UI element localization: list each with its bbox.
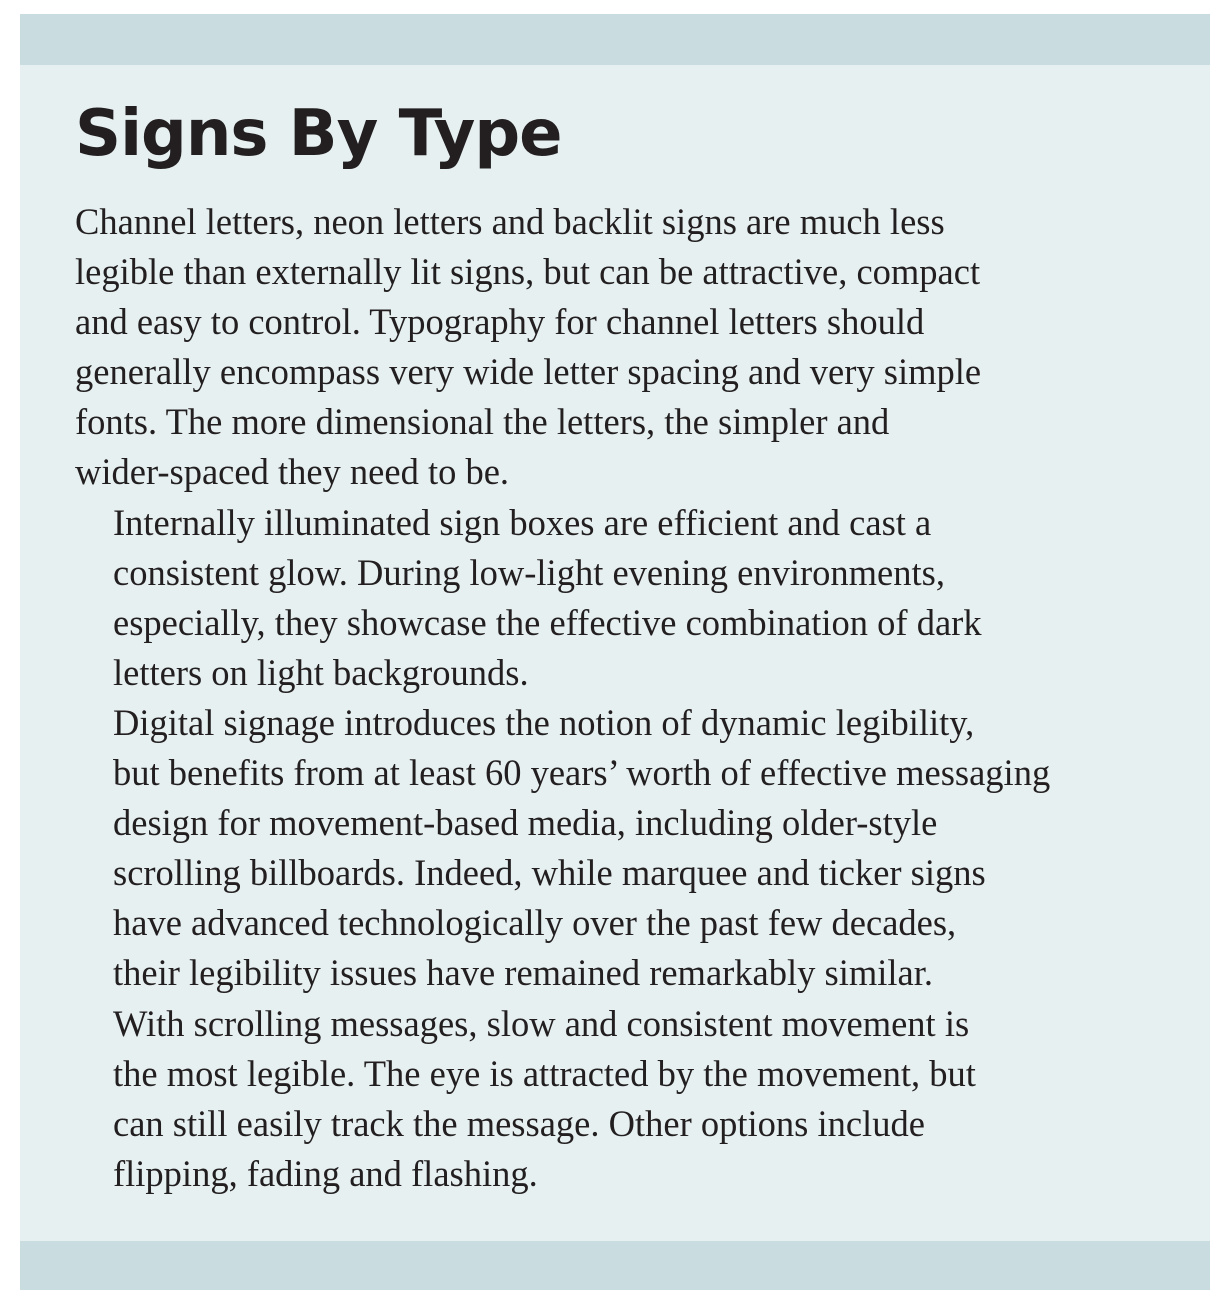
sidebar-body [75,197,1180,1199]
sidebar-title: Signs By Type [75,97,562,171]
paragraph-digital-signage [75,698,1180,999]
text-line: scrolling billboards. Indeed, while marquee and ticker signs [113,852,986,894]
text-line: flipping, fading and flashing. [113,1152,538,1194]
paragraph-channel-letters [75,197,1180,498]
text-line: With scrolling messages, slow and consistent movement is [113,1002,970,1044]
text-line: their legibility issues have remained remarkably similar. [113,952,934,994]
top-band [20,14,1210,65]
text-line: consistent glow. During low-light evening environments, [113,551,945,593]
text-line: especially, they showcase the effective combination of dark [113,601,982,643]
text-line: fonts. The more dimensional the letters, the simpler and [75,401,890,443]
text-line: the most legible. The eye is attracted by the movement, but [113,1052,976,1094]
text-line: generally encompass very wide letter spacing and very simple [75,351,982,393]
text-line: legible than externally lit signs, but can be attractive, compact [75,251,981,293]
text-line: wider-spaced they need to be. [75,451,510,493]
text-line: Channel letters, neon letters and backlit signs are much less [75,201,945,242]
sidebar-box [20,14,1210,1290]
text-line: Internally illuminated sign boxes are efficient and cast a [113,501,932,543]
text-line: and easy to control. Typography for channel letters should [75,301,925,343]
text-line: have advanced technologically over the past few decades, [113,902,957,944]
text-line: can still easily track the message. Other options include [113,1102,925,1144]
text-line: but benefits from at least 60 years’ worth of effective messaging [113,752,1051,794]
paragraph-scrolling-messages [75,999,1180,1199]
paragraph-sign-boxes [75,498,1180,698]
text-line: Digital signage introduces the notion of dynamic legibility, [113,701,975,743]
text-line: design for movement-based media, including older-style [113,802,938,844]
bottom-band [20,1241,1210,1290]
text-line: letters on light backgrounds. [113,651,529,693]
sidebar-content [75,99,1180,1199]
